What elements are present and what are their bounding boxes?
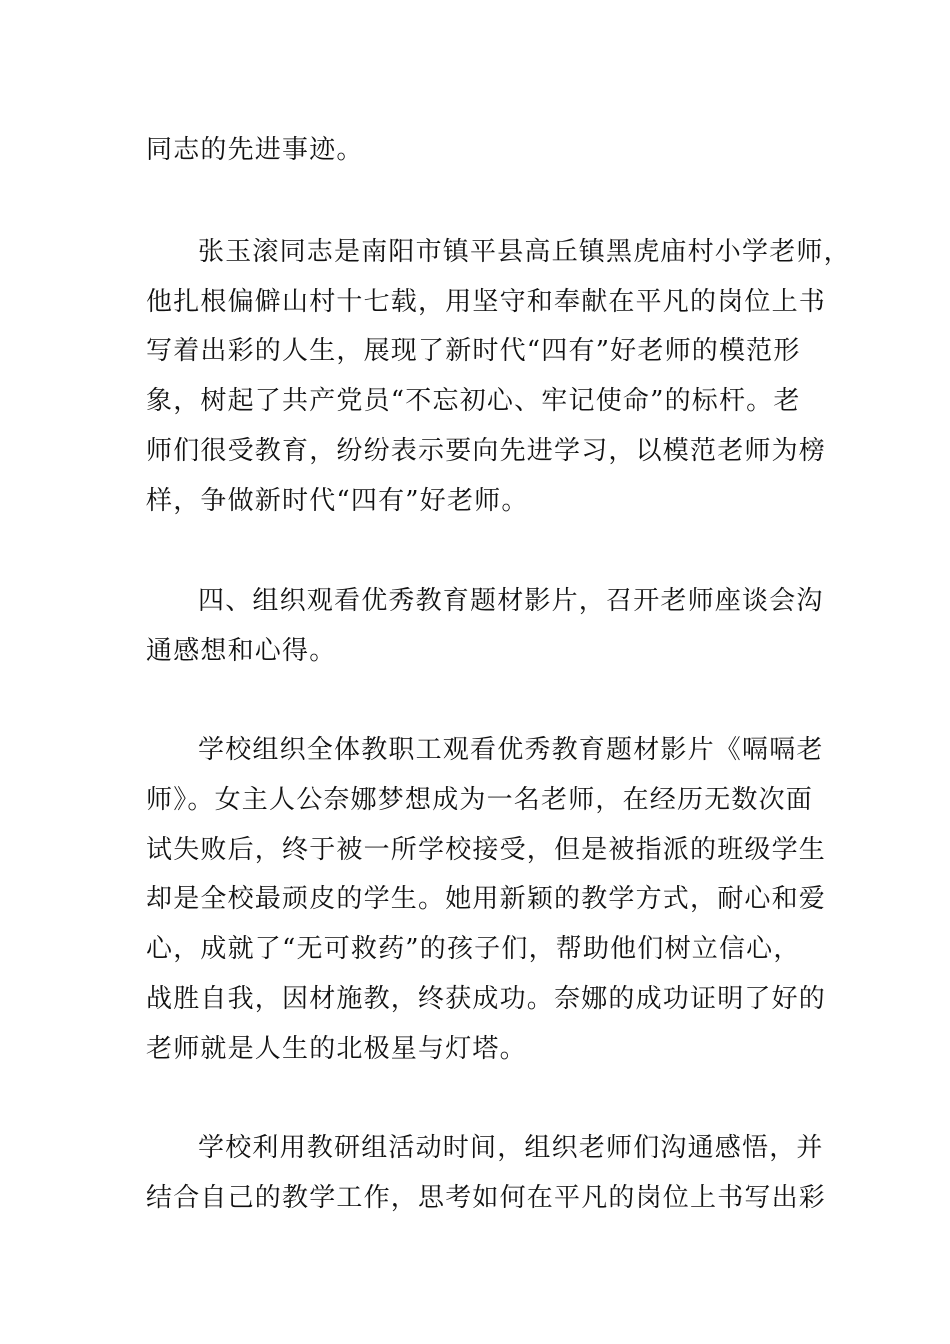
paragraph-4-line-1: 学校组织全体教职工观看优秀教育题材影片《嗝嗝老 xyxy=(198,735,824,765)
paragraph-4-line-7: 老师就是人生的北极星与灯塔。 xyxy=(146,1034,527,1064)
paragraph-1-line-1: 同志的先进事迹。 xyxy=(146,135,364,165)
paragraph-4-line-2: 师》。女主人公奈娜梦想成为一名老师，在经历无数次面 xyxy=(146,785,814,815)
paragraph-2-line-3: 写着出彩的人生，展现了新时代“四有”好老师的模范形 xyxy=(146,336,801,366)
paragraph-2-line-6: 样，争做新时代“四有”好老师。 xyxy=(146,486,529,516)
paragraph-5-line-2: 结合自己的教学工作，思考如何在平凡的岗位上书写出彩 xyxy=(146,1183,827,1213)
paragraph-4-line-4: 却是全校最顽皮的学生。她用新颖的教学方式，耐心和爱 xyxy=(146,884,827,914)
section-heading-line-2: 通感想和心得。 xyxy=(146,636,337,666)
paragraph-4-line-6: 战胜自我，因材施教，终获成功。奈娜的成功证明了好的 xyxy=(146,984,827,1014)
paragraph-2-line-2: 他扎根偏僻山村十七载，用坚守和奉献在平凡的岗位上书 xyxy=(146,287,827,317)
paragraph-2-line-5: 师们很受教育，纷纷表示要向先进学习，以模范老师为榜 xyxy=(146,436,827,466)
paragraph-4-line-3: 试失败后，终于被一所学校接受，但是被指派的班级学生 xyxy=(146,835,827,865)
paragraph-2-line-1: 张玉滚同志是南阳市镇平县高丘镇黑虎庙村小学老师， xyxy=(198,237,851,267)
paragraph-4-line-5: 心，成就了“无可救药”的孩子们，帮助他们树立信心， xyxy=(146,934,801,964)
paragraph-2-line-4: 象，树起了共产党员“不忘初心、牢记使命”的标杆。老 xyxy=(146,386,801,416)
section-heading-line-1: 四、组织观看优秀教育题材影片，召开老师座谈会沟 xyxy=(198,586,824,616)
paragraph-5-line-1: 学校利用教研组活动时间，组织老师们沟通感悟，并 xyxy=(198,1133,824,1163)
